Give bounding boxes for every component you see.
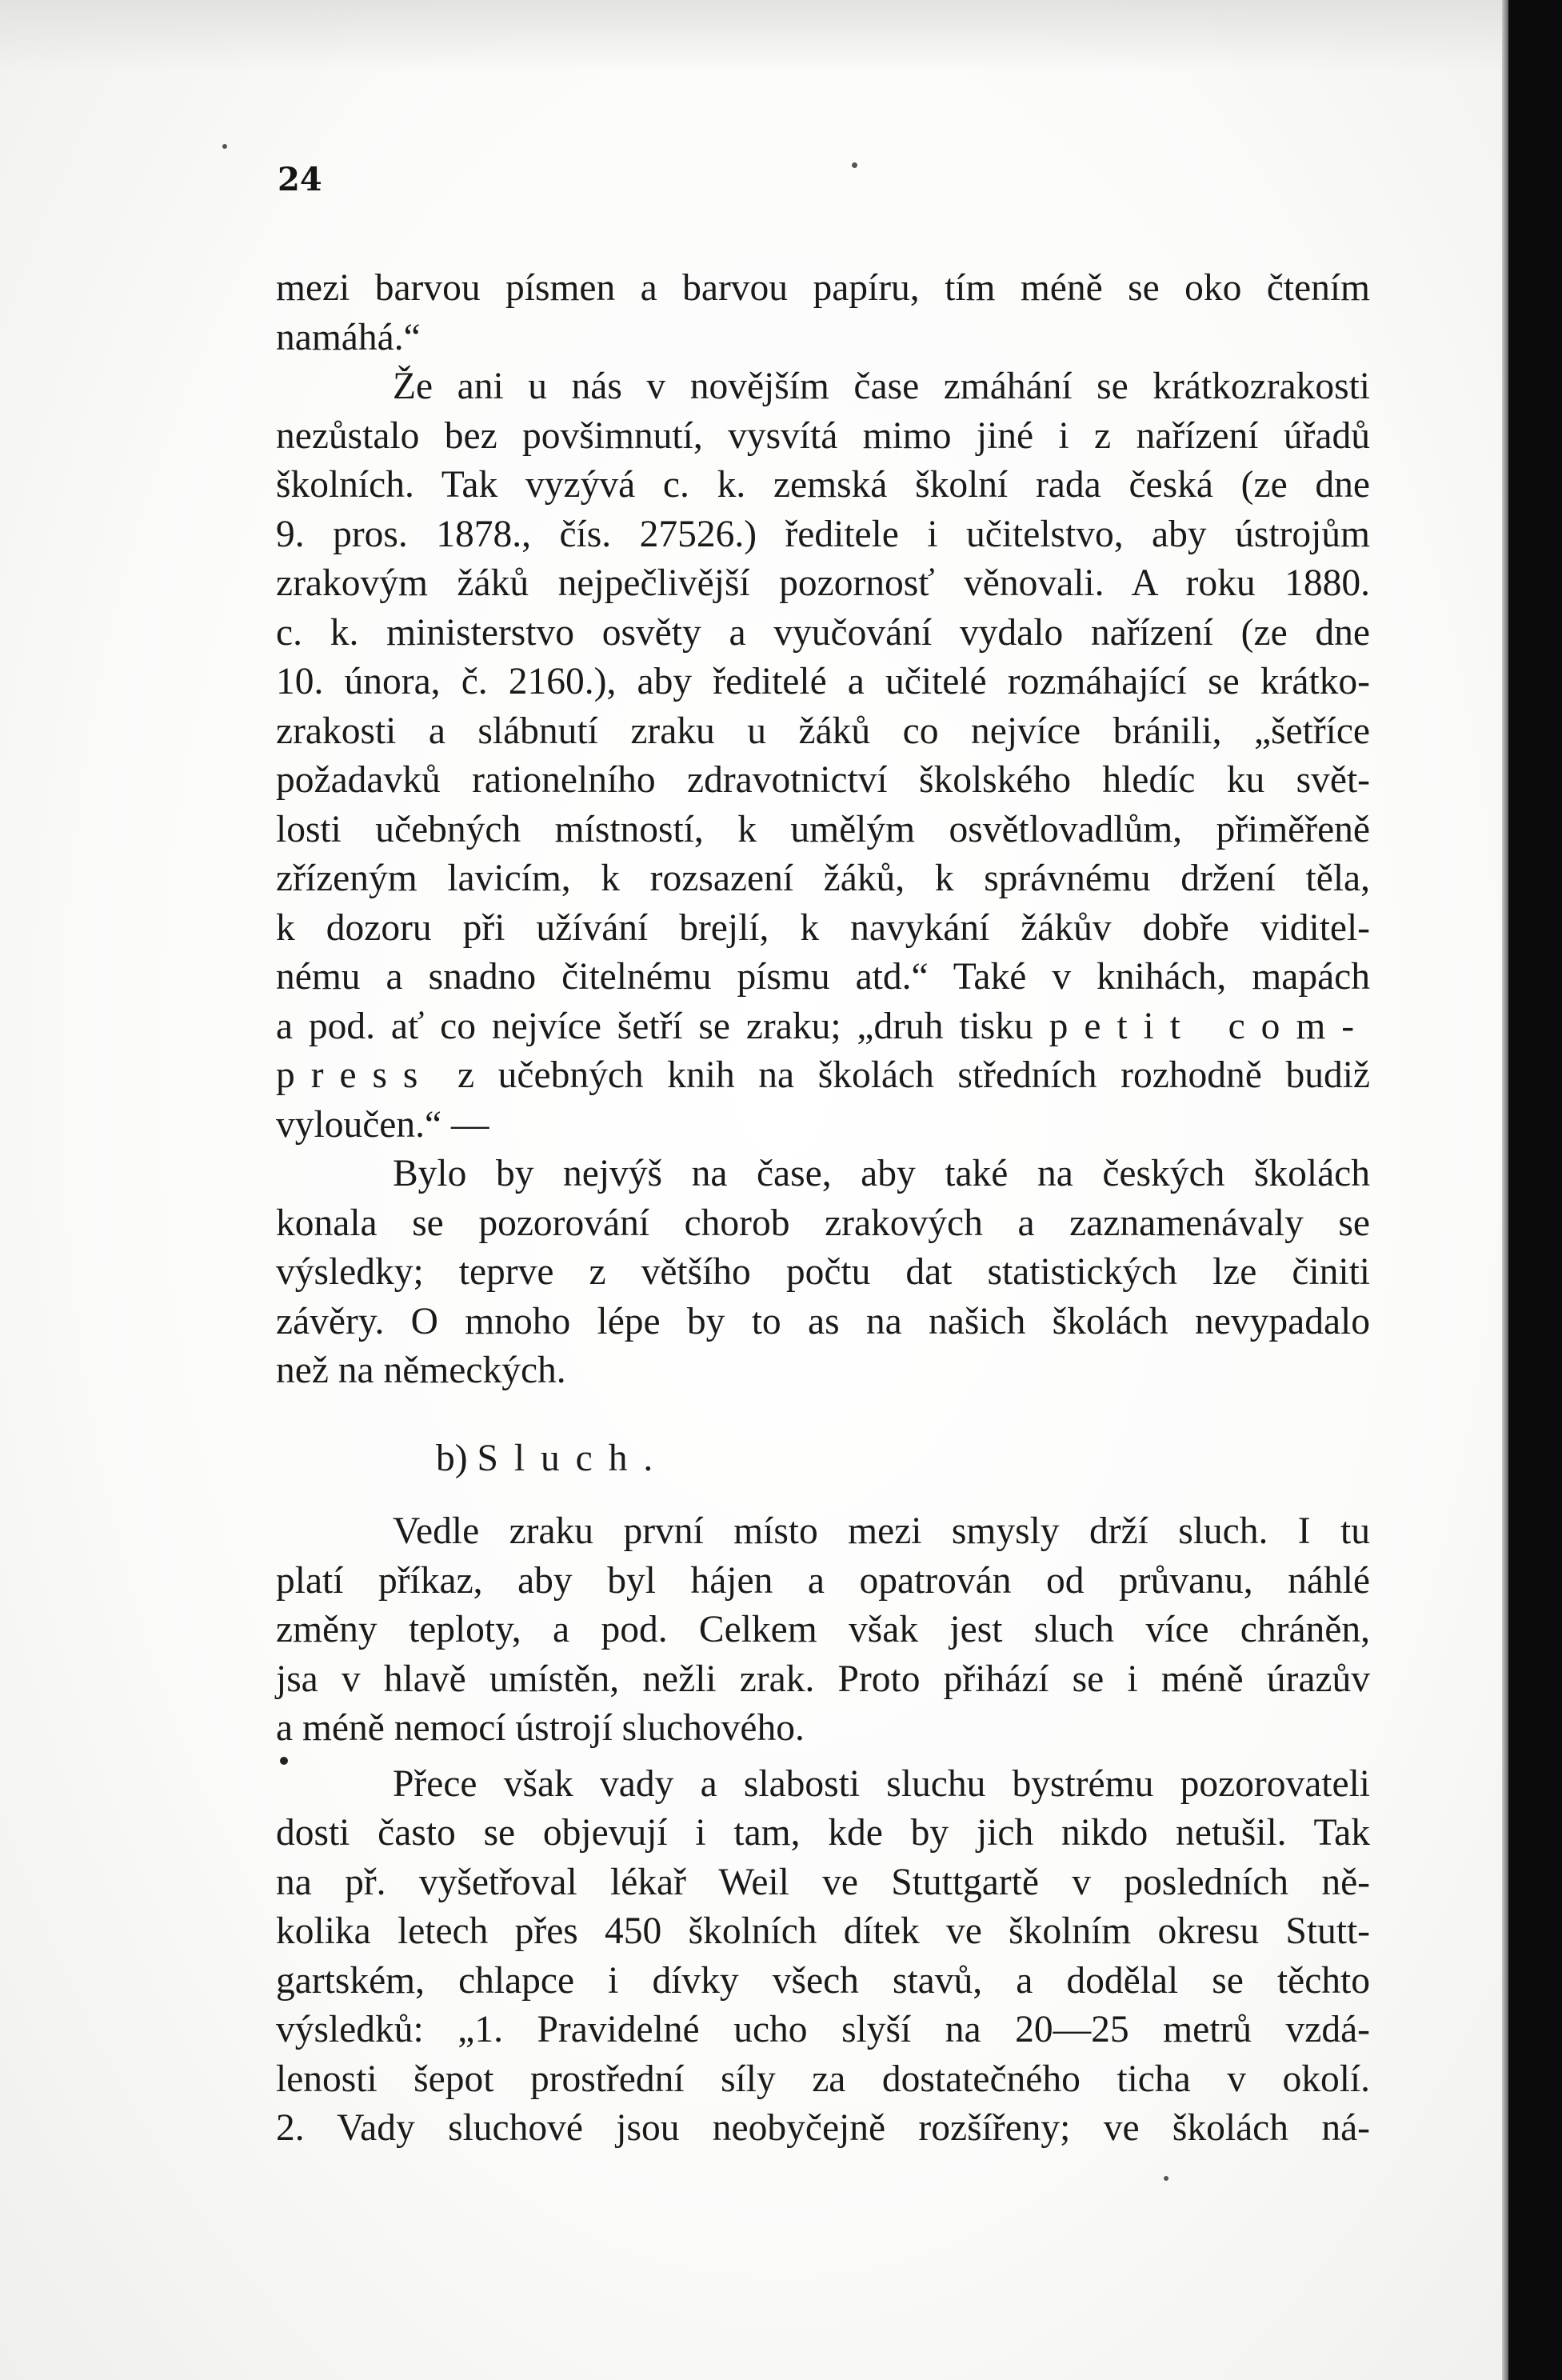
text-line [276,1051,1370,1101]
text-line: školních. Tak vyzývá c. k. zemská školní rada česká (ze dne [276,464,1370,506]
scan-speck [852,162,857,168]
text-line: kolika letech přes 450 školních dítek ve školním okresu Stutt- [276,1910,1370,1952]
page-top-shading [0,0,1562,72]
text-line: výsledků: „1. Pravidelné ucho slyší na 20—25 metrů vzdá- [276,2009,1370,2050]
text-line: jsa v hlavě umístěn, nežli zrak. Proto přihází se i méně úrazův [276,1658,1370,1700]
page-body-text [276,264,1370,2154]
section-spacer [276,1396,1370,1434]
text-line: losti učebných místností, k umělým osvětlovadlům, přiměřeně [276,808,1370,850]
section-heading-label: b) [436,1437,477,1479]
text-line: c. k. ministerstvo osvěty a vyučování vydalo nařízení (ze dne [276,611,1370,654]
text-line: gartském, chlapce i dívky všech stavů, a dodělal se těchto [276,1959,1370,2002]
text-line: konala se pozorování chorob zrakových a zaznamenávaly se [276,1202,1370,1244]
text-line: nému a snadno čitelnému písmu atd.“ Také v knihách, mapách [276,956,1370,998]
text-line: nezůstalo bez povšimnutí, vysvítá mimo jiné i z nařízení úřadů [276,414,1370,457]
text-line [276,1002,1370,1052]
scan-speck [222,144,227,149]
text-line: a méně nemocí ústrojí sluchového. [276,1707,805,1749]
paragraph-first-line: Že ani u nás v novějším čase zmáhání se krátkozrakosti [393,366,1370,407]
text-line: namáhá.“ [276,316,421,358]
paragraph-first-line: Přece však vady a slabosti sluchu bystrému pozorovateli [393,1762,1370,1805]
text-line: 10. února, č. 2160.), aby ředitelé a učitelé rozmáhající se krátko- [276,661,1370,702]
paragraph-first-line: Bylo by nejvýš na čase, aby také na českých školách [393,1153,1370,1194]
text-line: platí příkaz, aby byl hájen a opatrován od průvanu, náhlé [276,1559,1370,1602]
text-line: závěry. O mnoho lépe by to as na našich školách nevypadalo [276,1300,1370,1342]
text-line: mezi barvou písmen a barvou papíru, tím méně se oko čtením [276,267,1370,309]
text-line: požadavků rationelního zdravotnictví školského hledíc ku svět- [276,759,1370,801]
text-run: z učebných knih na školách středních rozhodně budiž [433,1054,1370,1096]
text-line: 2. Vady sluchové jsou neobyčejně rozšířeny; ve školách ná- [276,2107,1370,2149]
text-line: změny teploty, a pod. Celkem však jest sluch více chráněn, [276,1609,1370,1650]
scan-speck [1164,2176,1169,2181]
text-line: zrakovým žáků nejpečlivější pozornosť věnovali. A roku 1880. [276,562,1370,604]
paragraph-first-line: Vedle zraku první místo mezi smysly drží sluch. I tu [393,1510,1370,1552]
text-line: vyloučen.“ — [276,1103,489,1146]
book-spine-edge [1508,0,1562,2380]
text-line: dosti často se objevují i tam, kde by jich nikdo netušil. Tak [276,1812,1370,1854]
section-heading [276,1434,1370,1484]
text-line: než na německých. [276,1350,566,1391]
text-line: na př. vyšetřoval lékař Weil ve Stuttgartě v posledních ně- [276,1861,1370,1903]
text-line: zřízeným lavicím, k rozsazení žáků, k správnému držení těla, [276,858,1370,899]
text-line: k dozoru při užívání brejlí, k navykání žákův dobře viditel- [276,906,1370,949]
section-spacer [276,1483,1370,1507]
spaced-emphasis: press [276,1054,434,1096]
text-line: 9. pros. 1878., čís. 27526.) ředitele i učitelstvo, aby ústrojům [276,513,1370,555]
text-line: zrakosti a slábnutí zraku u žáků co nejvíce bránili, „šetříce [276,710,1370,752]
section-heading-title: Sluch. [477,1437,669,1479]
text-line: lenosti šepot prostřední síly za dostatečného ticha v okolí. [276,2058,1370,2100]
spaced-emphasis: petit com- [1049,1005,1370,1047]
text-line: výsledky; teprve z většího počtu dat statistických lze činiti [276,1251,1370,1293]
text-run: a pod. ať co nejvíce šetří se zraku; „druh tisku [276,1005,1049,1047]
page-number: 24 [278,161,322,198]
